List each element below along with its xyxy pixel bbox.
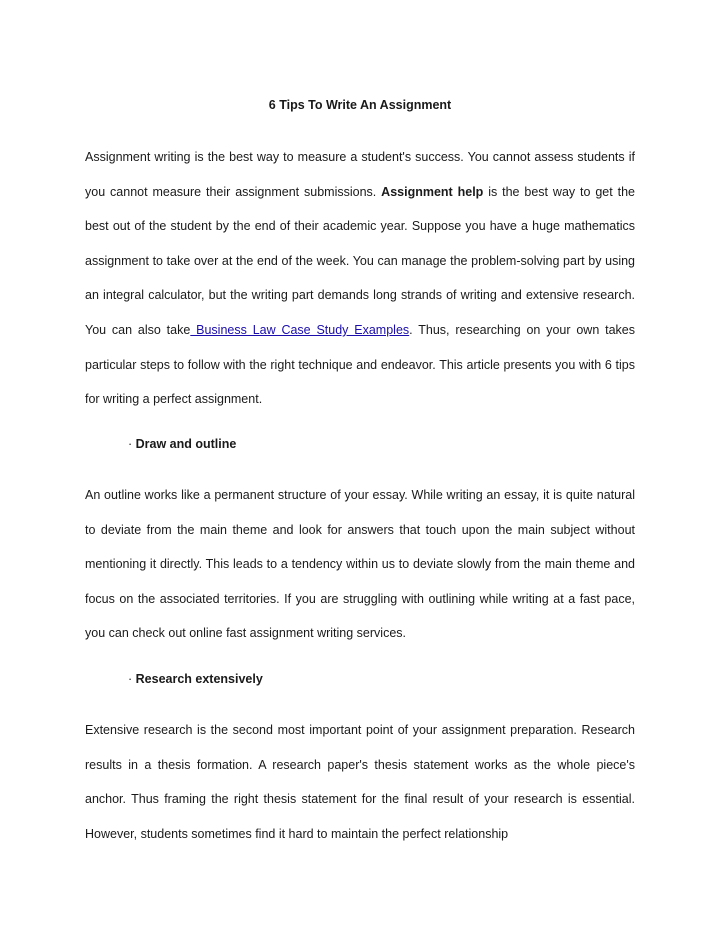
section-heading-research: [128, 672, 263, 686]
intro-paragraph: [85, 140, 635, 417]
intro-text-1: Assignment writing is the best way to measure a student's success. You cannot assess students if you cannot measure their assignment submissions.: [85, 150, 635, 199]
section-heading-draw-outline: [128, 437, 236, 451]
intro-text-2: is the best way to get the best out of the student by the end of their academic year. Suppose you have a huge mathematics assignment to take over at the end of the week. You can manage the problem-solving part by using an integral calculator, but the writing part demands long strands of writing and extensive research. You can also take: [85, 184, 636, 337]
section-heading-text: Draw and outline: [135, 437, 237, 451]
bullet-icon: ·: [128, 437, 136, 451]
business-law-link[interactable]: Business Law Case Study Examples: [190, 322, 410, 337]
document-title: 6 Tips To Write An Assignment: [268, 98, 452, 112]
intro-text-3: . Thus, researching on your own takes particular steps to follow with the right technique and endeavor. This article presents you with 6 tips for writing a perfect assignment.: [85, 322, 635, 407]
section-heading-text: Research extensively: [135, 672, 263, 686]
section-paragraph-draw-outline: An outline works like a permanent structure of your essay. While writing an essay, it is quite natural to deviate from the main theme and look for answers that touch upon the main subject without mentioning it directly. This leads to a tendency within us to deviate slowly from the main theme and focus on the associated territories. If you are struggling with outlining while writing at a fast pace, you can check out online fast assignment writing services.: [85, 488, 635, 641]
section-paragraph-research: Extensive research is the second most important point of your assignment preparation. Research results in a thesis formation. A research paper's thesis statement works as the whole piece's anchor. Thus framing the right thesis statement for the final result of your research is essential. However, students sometimes find it hard to maintain the perfect relationship: [85, 723, 635, 841]
assignment-help-bold: Assignment help: [381, 184, 484, 199]
bullet-icon: ·: [128, 672, 136, 686]
